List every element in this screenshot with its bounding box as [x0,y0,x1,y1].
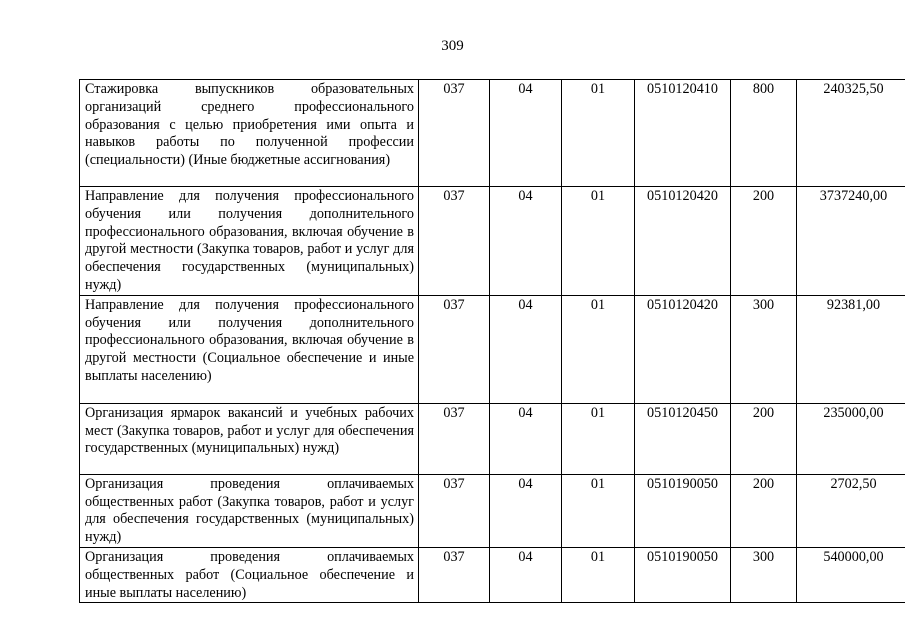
row-expense-type: 200 [731,187,797,296]
row-amount: 3737240,00 [797,187,905,296]
row-expense-type: 800 [731,80,797,187]
row-section-code: 04 [490,80,562,187]
row-ministry-code: 037 [419,403,490,474]
page-number: 309 [441,38,464,54]
row-subsection-code: 01 [562,403,635,474]
row-expense-type: 300 [731,547,797,602]
row-section-code: 04 [490,403,562,474]
row-section-code: 04 [490,547,562,602]
row-section-code: 04 [490,474,562,547]
table-row [80,295,905,403]
row-section-code: 04 [490,295,562,403]
row-subsection-code: 01 [562,187,635,296]
row-subsection-code: 01 [562,474,635,547]
row-target-code: 0510120420 [635,295,731,403]
row-ministry-code: 037 [419,547,490,602]
budget-table [79,79,905,603]
row-expense-type: 200 [731,403,797,474]
row-amount: 2702,50 [797,474,905,547]
row-description: Организация ярмарок вакансий и учебных рабочих мест (Закупка товаров, работ и услуг для обеспечения государственных (муниципальных) нужд) [80,403,419,474]
row-target-code: 0510120450 [635,403,731,474]
row-description: Организация проведения оплачиваемых общественных работ (Закупка товаров, работ и услуг для обеспечения государственных (муниципальных) нужд) [80,474,419,547]
row-description: Направление для получения профессионального обучения или получения дополнительного профессионального образования, включая обучение в другой местности (Социальное обеспечение и иные выплаты населению) [80,295,419,403]
table-row [80,403,905,474]
row-target-code: 0510120410 [635,80,731,187]
row-subsection-code: 01 [562,80,635,187]
row-subsection-code: 01 [562,547,635,602]
table-row [80,187,905,296]
row-target-code: 0510190050 [635,474,731,547]
table-row [80,474,905,547]
row-amount: 92381,00 [797,295,905,403]
table-row [80,80,905,187]
row-description: Организация проведения оплачиваемых общественных работ (Социальное обеспечение и иные выплаты населению) [80,547,419,602]
row-ministry-code: 037 [419,474,490,547]
row-expense-type: 300 [731,295,797,403]
row-amount: 540000,00 [797,547,905,602]
row-ministry-code: 037 [419,80,490,187]
row-amount: 235000,00 [797,403,905,474]
table-row [80,547,905,602]
row-ministry-code: 037 [419,187,490,296]
row-subsection-code: 01 [562,295,635,403]
row-section-code: 04 [490,187,562,296]
row-target-code: 0510190050 [635,547,731,602]
row-description: Направление для получения профессионального обучения или получения дополнительного профессионального образования, включая обучение в другой местности (Закупка товаров, работ и услуг для обеспечения государственных (муниципальных) нужд) [80,187,419,296]
row-amount: 240325,50 [797,80,905,187]
row-expense-type: 200 [731,474,797,547]
row-description: Стажировка выпускников образовательных организаций среднего профессионального образования с целью приобретения ими опыта и навыков работы по полученной профессии (специальности) (Иные бюджетные ассигнования) [80,80,419,187]
row-ministry-code: 037 [419,295,490,403]
row-target-code: 0510120420 [635,187,731,296]
